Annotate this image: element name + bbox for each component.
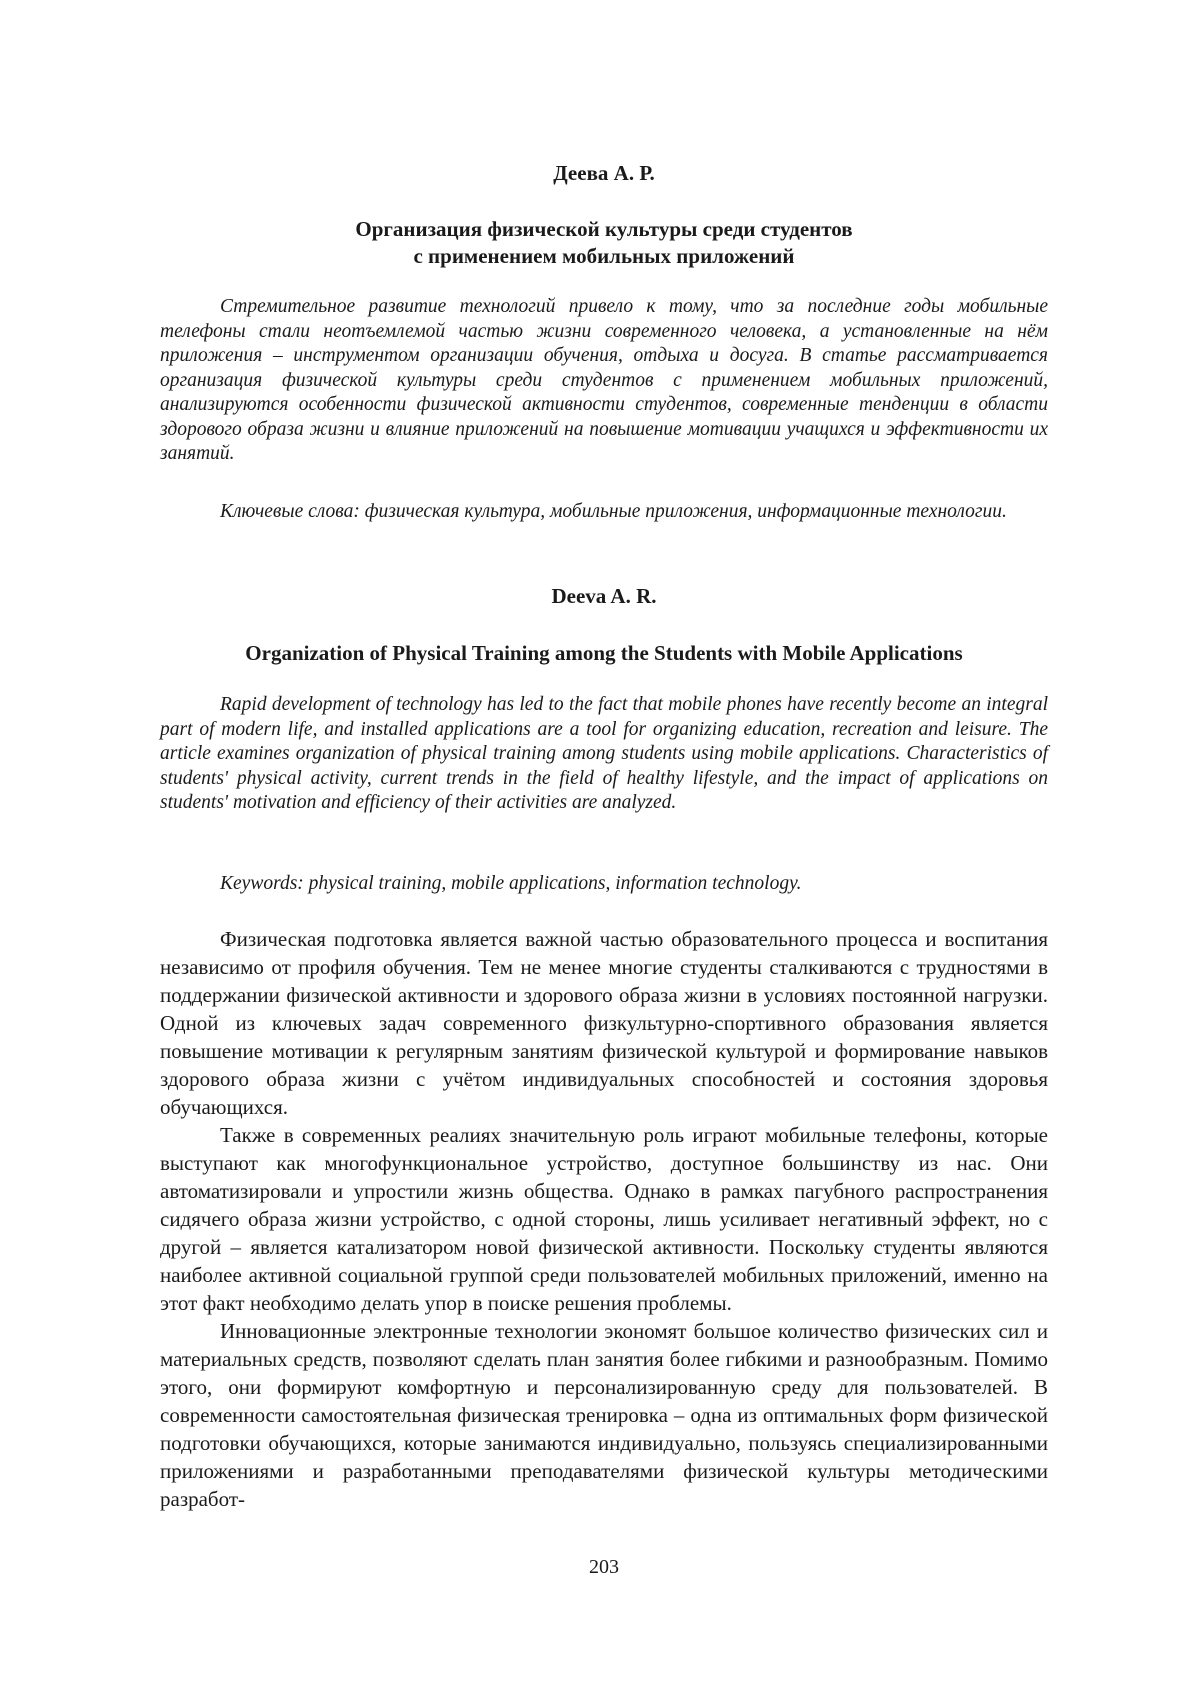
abstract-en: Rapid development of technology has led to the fact that mobile phones have recently become an integral part of modern life, and installed applications are a tool for organizing education, recreation and leisure. The article examines organization of physical training among students using mobile applications. Characteristics of students' physical activity, current trends in the field of healthy lifestyle, and the impact of applications on students' motivation and efficiency of their activities are analyzed. xyxy=(160,694,1048,813)
body-paragraph-1: Физическая подготовка является важной частью образовательного процесса и воспитания независимо от профиля обучения. Тем не менее многие студенты сталкиваются с трудностями в поддержании физической активности и здорового образа жизни в условиях постоянной нагрузки. Одной из ключевых задач современного физкультурно-спортивного образования является повышение мотивации к регулярным занятиям физической культурой и формирование навыков здорового образа жизни с учётом индивидуальных способностей и состояния здоровья обучающихся. xyxy=(160,927,1048,1119)
abstract-ru: Стремительное развитие технологий привело к тому, что за последние годы мобильные телефоны стали неотъемлемой частью жизни современного человека, а установленные на нём приложения – инструментом организации обучения, отдыха и досуга. В статье рассматривается организация физической культуры среди студентов с применением мобильных приложений, анализируются особенности физической активности студентов, современные тенденции в области здорового образа жизни и влияние приложений на повышение мотивации учащихся и эффективности их занятий. xyxy=(160,296,1048,464)
author-en: Deeva A. R. xyxy=(551,584,657,608)
body-paragraph-2: Также в современных реалиях значительную роль играют мобильные телефоны, которые выступают как многофункциональное устройство, доступное большинству из нас. Они автоматизировали и упростили жизнь общества. Однако в рамках пагубного распространения сидячего образа жизни устройство, с одной стороны, лишь усиливает негативный эффект, но с другой – является катализатором новой физической активности. Поскольку студенты являются наиболее активной социальной группой среди пользователей мобильных приложений, именно на этот факт необходимо делать упор в поиске решения проблемы. xyxy=(160,1123,1048,1315)
title-ru xyxy=(160,216,1048,270)
document-page xyxy=(160,0,1048,1698)
body-text xyxy=(160,925,1048,1513)
title-ru-line-2: с применением мобильных приложений xyxy=(413,244,795,268)
body-paragraph-3: Инновационные электронные технологии экономят большое количество физических сил и материальных средств, позволяют сделать план занятия более гибкими и разнообразным. Помимо этого, они формируют комфортную и персонализированную среду для пользователей. В современности самостоятельная физическая тренировка – одна из оптимальных форм физической подготовки обучающихся, которые занимаются индивидуально, пользуясь специализированными приложениями и разработанными преподавателями физической культуры методическими разработ- xyxy=(160,1319,1048,1511)
page-number: 203 xyxy=(589,1556,619,1578)
keywords-ru: Ключевые слова: физическая культура, мобильные приложения, информационные технологии. xyxy=(220,501,1007,522)
author-ru: Деева А. Р. xyxy=(553,161,655,185)
title-ru-line-1: Организация физической культуры среди студентов xyxy=(355,217,853,241)
title-en: Organization of Physical Training among the Students with Mobile Applications xyxy=(245,641,963,665)
keywords-en: Keywords: physical training, mobile applications, information technology. xyxy=(220,873,802,894)
